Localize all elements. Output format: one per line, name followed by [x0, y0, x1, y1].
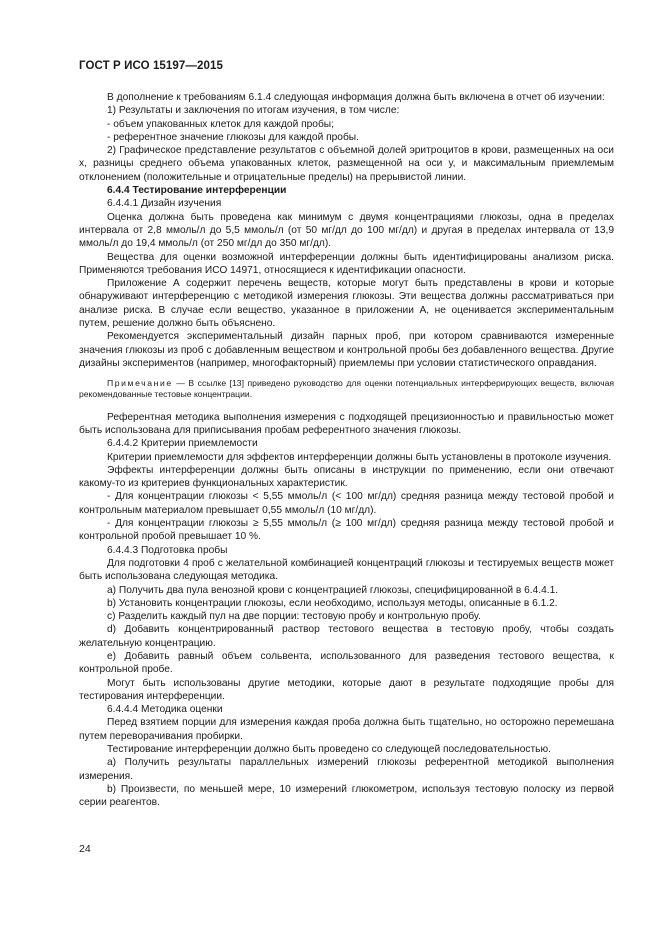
list-item: b) Установить концентрации глюкозы, если необходимо, используя методы, описанные в 6.1.2. — [107, 597, 558, 609]
paragraph: Тестирование интерференции должно быть проведено со следующей последовательностью. — [107, 744, 551, 756]
note-label: Примечание — [107, 378, 173, 389]
paragraph: 1) Результаты и заключения по итогам изучения, в том числе: — [107, 105, 400, 117]
list-item: - Для концентрации глюкозы < 5,55 ммоль/л (< 100 мг/дл) средняя разница между тестовой пробой и контрольным материалом превышает 0,55 ммоль/л (10 мг/дл). — [79, 491, 614, 516]
list-item: а) Получить два пула венозной крови с концентрацией глюкозы, специфицированной в 6.4.4.1. — [107, 584, 559, 596]
note-text: — В ссылке [13] приведено руководство для оценки потенциальных интерферирующих веществ, включая рекомендованные тестовые концентрации. — [79, 378, 614, 400]
paragraph: Референтная методика выполнения измерения с подходящей прецизионностью и правильностью может быть использована для приписывания пробам референтного значения глюкозы. — [79, 411, 614, 436]
list-item: d) Добавить концентрированный раствор тестового вещества в тестовую пробу, чтобы создать желательную концентрацию. — [79, 624, 614, 649]
paragraph: Перед взятием порции для измерения каждая проба должна быть тщательно, но осторожно перемешана путем переворачивания пробирки. — [79, 717, 614, 742]
section-heading-6-4-4: 6.4.4 Тестирование интерференции — [107, 185, 287, 197]
paragraph: Могут быть использованы другие методики, которые дают в результате подходящие пробы для тестирования интерференции. — [79, 677, 614, 702]
paragraph: Приложение А содержит перечень веществ, которые могут быть представлены в крови и которые обнаруживают интерференцию с методикой измерения глюкозы. Эти вещества должны рассматриваться при анализе риска. В случае если вещество, указанное в приложении А, не оценивается экспериментальным путем, решение должно быть объяснено. — [79, 278, 614, 330]
subsection-heading-6-4-4-4: 6.4.4.4 Методика оценки — [107, 704, 223, 716]
list-item: а) Получить результаты параллельных измерений глюкозы референтной методикой выполнения измерения. — [79, 757, 614, 782]
paragraph: Рекомендуется экспериментальный дизайн парных проб, при котором сравниваются измеренные значения глюкозы из проб с добавленным веществом и контрольной пробы без добавленного вещества. Другие дизайны экспериментов (например, многофакторный) приемлемы при условии статистического оправдания. — [79, 331, 614, 369]
list-item: - объем упакованных клеток для каждой пробы; — [107, 118, 334, 130]
page-number: 24 — [79, 843, 91, 855]
paragraph: Вещества для оценки возможной интерференции должны быть идентифицированы анализом риска. Применяются требования ИСО 14971, относящиеся к идентификации опасности. — [79, 251, 614, 276]
paragraph: Оценка должна быть проведена как минимум с двумя концентрациями глюкозы, одна в пределах интервала от 2,8 ммоль/л до 5,5 ммоль/л (от 50 мг/дл до 100 мг/дл) и другая в пределах интервала от 13,9 ммоль/л до 19,4 ммоль/л (от 250 мг/дл до 350 мг/дл). — [79, 211, 614, 250]
list-item: - референтное значение глюкозы для каждой пробы. — [107, 131, 359, 143]
subsection-heading-6-4-4-2: 6.4.4.2 Критерии приемлемости — [107, 438, 258, 450]
list-item: е) Добавить равный объем сольвента, использованного для разведения тестового вещества, к контрольной пробе. — [79, 650, 614, 676]
paragraph: В дополнение к требованиям 6.1.4 следующая информация должна быть включена в отчет об изучении: — [107, 92, 605, 103]
note — [79, 378, 614, 400]
paragraph: Для подготовки 4 проб с желательной комбинацией концентраций глюкозы и тестируемых веществ может быть использована следующая методика. — [79, 557, 614, 583]
page-body — [79, 91, 614, 810]
subsection-heading-6-4-4-3: 6.4.4.3 Подготовка пробы — [107, 544, 228, 556]
list-item: с) Разделить каждый пул на две порции: тестовую пробу и контрольную пробу. — [107, 611, 481, 623]
list-item: - Для концентрации глюкозы ≥ 5,55 ммоль/л (≥ 100 мг/дл) средняя разница между тестовой пробой и контрольной пробой превышает 10 %. — [79, 518, 614, 543]
paragraph: Критерии приемлемости для эффектов интерференции должны быть установлены в протоколе изучения. — [107, 451, 612, 463]
document-header: ГОСТ Р ИСО 15197—2015 — [79, 60, 224, 72]
subsection-heading-6-4-4-1: 6.4.4.1 Дизайн изучения — [107, 198, 222, 210]
paragraph: Эффекты интерференции должны быть описаны в инструкции по применению, если они отвечают какому-то из критериев функциональных характеристик. — [79, 464, 614, 490]
list-item: b) Произвести, по меньшей мере, 10 измерений глюкометром, используя тестовую полоску из первой серии реагентов. — [79, 783, 614, 809]
paragraph: 2) Графическое представление результатов с объемной долей эритроцитов в крови, размещенных на оси х, разницы среднего объема упакованных клеток, размещенной на оси у, и максимальным приемлемым отклонением (положительные и отрицательные пределы) на прерывистой линии. — [79, 145, 614, 183]
